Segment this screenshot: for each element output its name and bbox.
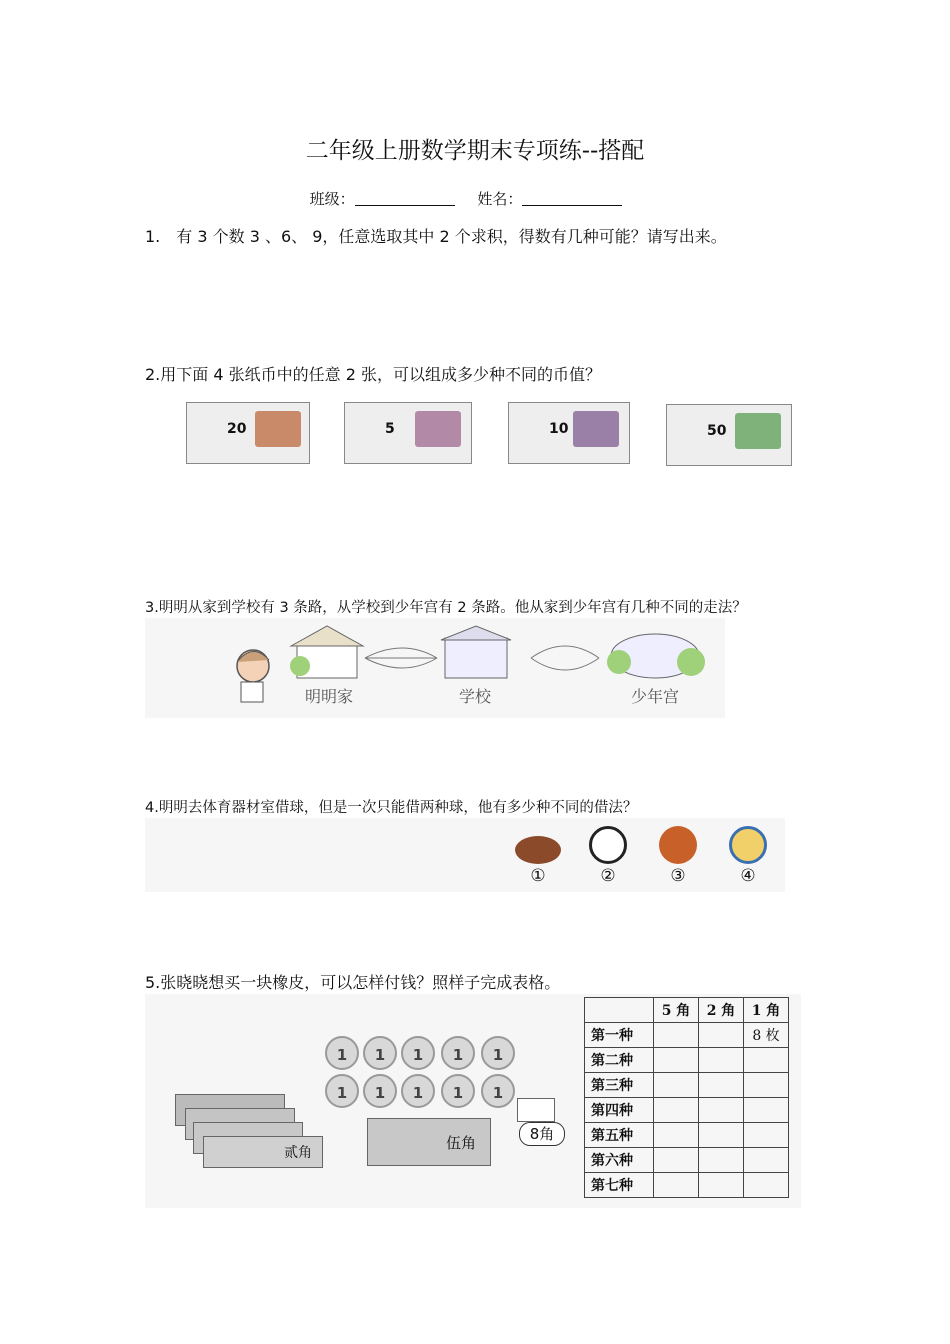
coin-1jiao: 1 bbox=[325, 1074, 359, 1108]
table-row bbox=[585, 1073, 789, 1098]
coin-1jiao: 1 bbox=[401, 1036, 435, 1070]
coin-1jiao: 1 bbox=[401, 1074, 435, 1108]
route-illustration bbox=[145, 618, 725, 718]
banknote-5 bbox=[344, 402, 472, 464]
palace-label: 少年宫 bbox=[631, 687, 680, 706]
answer-cell[interactable] bbox=[744, 1123, 789, 1148]
volleyball-icon bbox=[729, 826, 767, 864]
table-row bbox=[585, 1148, 789, 1173]
student-info bbox=[0, 188, 950, 209]
coin-1jiao: 1 bbox=[481, 1036, 515, 1070]
answer-cell[interactable] bbox=[654, 1023, 699, 1048]
row-label: 第六种 bbox=[585, 1148, 654, 1173]
question-3: 3.明明从家到学校有 3 条路，从学校到少年宫有 2 条路。他从家到少年宫有几种不同的走法？ bbox=[145, 600, 747, 616]
name-blank[interactable] bbox=[522, 191, 622, 206]
coin-1jiao: 1 bbox=[441, 1074, 475, 1108]
table-header-cell: 2 角 bbox=[699, 998, 744, 1023]
answer-cell[interactable]: 8 枚 bbox=[744, 1023, 789, 1048]
banknote-20 bbox=[186, 402, 310, 464]
table-header-cell: 1 角 bbox=[744, 998, 789, 1023]
payment-table bbox=[584, 997, 789, 1198]
answer-cell[interactable] bbox=[744, 1073, 789, 1098]
answer-cell[interactable] bbox=[699, 1123, 744, 1148]
ball-label-2: ② bbox=[600, 866, 616, 886]
question-1: 1. 有 3 个数 3 、6、 9，任意选取其中 2 个求积，得数有几种可能？请写出来。 bbox=[145, 227, 727, 246]
answer-cell[interactable] bbox=[699, 1023, 744, 1048]
answer-cell[interactable] bbox=[744, 1048, 789, 1073]
portrait-image bbox=[573, 411, 619, 447]
page-title: 二年级上册数学期末专项练--搭配 bbox=[305, 138, 645, 164]
portrait-image bbox=[415, 411, 461, 447]
answer-cell[interactable] bbox=[699, 1073, 744, 1098]
table-header-cell: 5 角 bbox=[654, 998, 699, 1023]
home-label: 明明家 bbox=[305, 687, 354, 706]
answer-cell[interactable] bbox=[699, 1173, 744, 1198]
portrait-image bbox=[735, 413, 781, 449]
answer-cell[interactable] bbox=[654, 1098, 699, 1123]
answer-cell[interactable] bbox=[654, 1173, 699, 1198]
banknote-50 bbox=[666, 404, 792, 466]
answer-cell[interactable] bbox=[744, 1173, 789, 1198]
question-4: 4.明明去体育器材室借球，但是一次只能借两种球，他有多少种不同的借法？ bbox=[145, 800, 638, 816]
class-blank[interactable] bbox=[355, 191, 455, 206]
class-label: 班级： bbox=[309, 190, 355, 208]
ball-label-4: ④ bbox=[740, 866, 756, 886]
answer-cell[interactable] bbox=[654, 1073, 699, 1098]
question-5: 5.张晓晓想买一块橡皮，可以怎样付钱？照样子完成表格。 bbox=[145, 973, 561, 992]
coin-1jiao: 1 bbox=[481, 1074, 515, 1108]
price-tag: 8角 bbox=[519, 1122, 565, 1146]
banknote-value: 10 bbox=[549, 421, 569, 437]
note-5jiao: 伍角 bbox=[367, 1118, 491, 1166]
question-2: 2.用下面 4 张纸币中的任意 2 张，可以组成多少种不同的币值？ bbox=[145, 365, 601, 384]
answer-cell[interactable] bbox=[699, 1148, 744, 1173]
banknote-10 bbox=[508, 402, 630, 464]
coin-1jiao: 1 bbox=[441, 1036, 475, 1070]
banknote-value: 50 bbox=[707, 423, 727, 439]
row-label: 第三种 bbox=[585, 1073, 654, 1098]
portrait-image bbox=[255, 411, 301, 447]
row-label: 第一种 bbox=[585, 1023, 654, 1048]
soccer-ball-icon bbox=[589, 826, 627, 864]
ball-label-3: ③ bbox=[670, 866, 686, 886]
banknote-value: 5 bbox=[385, 421, 395, 437]
table-row bbox=[585, 1048, 789, 1073]
balls-panel bbox=[145, 818, 785, 892]
basketball-icon bbox=[659, 826, 697, 864]
coin-1jiao: 1 bbox=[363, 1036, 397, 1070]
note-2jiao-front: 贰角 bbox=[203, 1136, 323, 1168]
row-label: 第四种 bbox=[585, 1098, 654, 1123]
answer-cell[interactable] bbox=[699, 1048, 744, 1073]
coin-1jiao: 1 bbox=[363, 1074, 397, 1108]
row-label: 第七种 bbox=[585, 1173, 654, 1198]
football-icon bbox=[515, 836, 561, 864]
school-label: 学校 bbox=[459, 687, 492, 706]
answer-cell[interactable] bbox=[654, 1148, 699, 1173]
row-label: 第二种 bbox=[585, 1048, 654, 1073]
answer-cell[interactable] bbox=[699, 1098, 744, 1123]
eraser-icon bbox=[517, 1098, 555, 1122]
name-label: 姓名： bbox=[477, 190, 523, 208]
answer-cell[interactable] bbox=[744, 1098, 789, 1123]
row-label: 第五种 bbox=[585, 1123, 654, 1148]
table-header-cell bbox=[585, 998, 654, 1023]
banknote-row bbox=[186, 402, 796, 468]
banknote-value: 20 bbox=[227, 421, 247, 437]
table-row bbox=[585, 1098, 789, 1123]
coin-1jiao: 1 bbox=[325, 1036, 359, 1070]
table-row bbox=[585, 1123, 789, 1148]
table-header-row bbox=[585, 998, 789, 1023]
table-row bbox=[585, 1023, 789, 1048]
answer-cell[interactable] bbox=[654, 1048, 699, 1073]
table-row bbox=[585, 1173, 789, 1198]
answer-cell[interactable] bbox=[654, 1123, 699, 1148]
ball-label-1: ① bbox=[530, 866, 546, 886]
answer-cell[interactable] bbox=[744, 1148, 789, 1173]
